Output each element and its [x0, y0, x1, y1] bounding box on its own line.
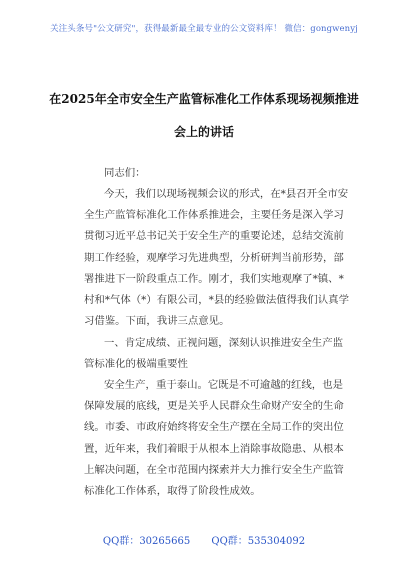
paragraph-safety: [84, 375, 342, 502]
section-heading-line: 管标准化的极端重要性: [84, 358, 188, 371]
paragraph-line: 置，近年来，我们着眼于从根本上消除事故隐患、从根本: [84, 442, 344, 455]
paragraph-opening: [84, 184, 349, 332]
paragraph-line: 今天，我们以现场视频会议的形式，在*县召开全市安: [104, 188, 349, 200]
paragraph-line: 安全生产，重于泰山。它既是不可逾越的红线，也是: [104, 379, 343, 391]
paragraph-line: 上解决问题，在全市范围内探索并大力推行安全生产监管: [84, 463, 344, 476]
paragraph-line: 贯彻习近平总书记关于安全生产的重要论述，总结交流前: [84, 230, 344, 243]
paragraph-line: 习借鉴。下面，我讲三点意见。: [84, 315, 230, 328]
qq-group-1: QQ群：30265665: [102, 536, 191, 547]
paragraph-line: 标准化工作体系，取得了阶段性成效。: [84, 485, 261, 498]
paragraph-line: 期工作经验，观摩学习先进典型，分析研判当前形势，部: [84, 251, 344, 264]
header-promo-note: 关注头条号"公文研究"，获得最新最全最专业的公文资料库！ 微信：gongwenyj: [50, 24, 358, 34]
paragraph-line: 保障发展的底线，更是关乎人民群众生命财产安全的生命: [84, 400, 344, 413]
footer-qq-groups: [0, 532, 408, 547]
paragraph-line: 村和*气体（*）有限公司，*县的经验做法值得我们认真学: [84, 294, 349, 307]
qq-group-2: QQ群：535304092: [211, 536, 306, 547]
section-heading-line: 一、肯定成绩、正视问题，深刻认识推进安全生产监: [104, 337, 343, 349]
section-heading-1: [84, 333, 342, 375]
paragraph-line: 全生产监管标准化工作体系推进会，主要任务是深入学习: [84, 209, 344, 222]
paragraph-line: 线。市委、市政府始终将安全生产摆在全局工作的突出位: [84, 421, 344, 434]
salutation: [84, 163, 342, 184]
salutation-text: 同志们：: [104, 167, 146, 179]
document-title-line-2: 会上的讲话: [173, 125, 234, 139]
paragraph-line: 署推进下一阶段重点工作。刚才，我们实地观摩了*镇、*: [84, 272, 344, 285]
document-title-line-1: 在2025年全市安全生产监管标准化工作体系现场视频推进: [49, 92, 359, 106]
